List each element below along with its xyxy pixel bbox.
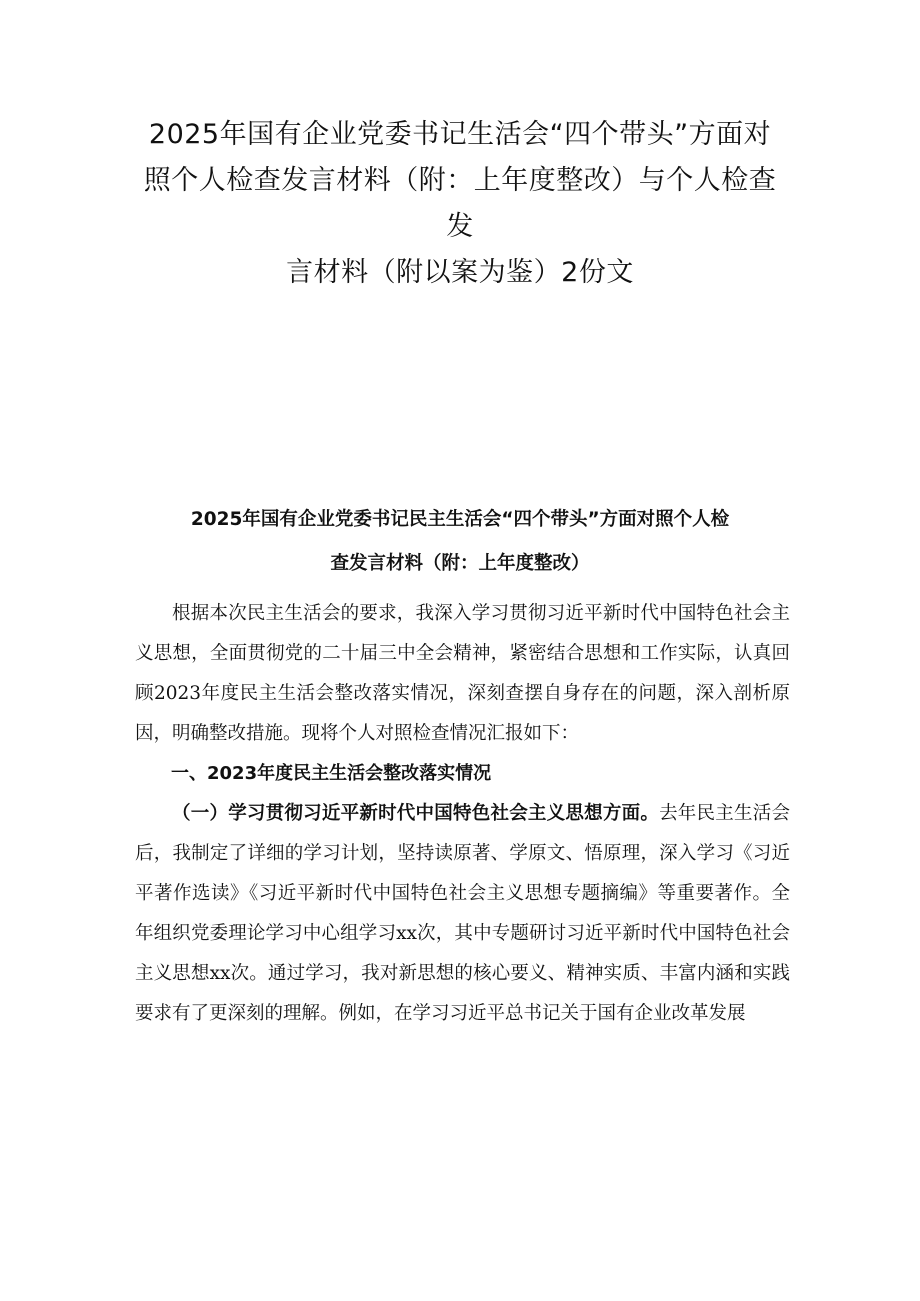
article-body — [135, 594, 790, 1034]
subsection-text: 去年民主生活会后，我制定了详细的学习计划，坚持读原著、学原文、悟原理，深入学习《习近平著作选读》《习近平新时代中国特色社会主义思想专题摘编》等重要著作。全年组织党委理论学习中心组学习xx次，其中专题研讨习近平新时代中国特色社会主义思想xx次。通过学习，我对新思想的核心要义、精神实质、丰富内涵和实践要求有了更深刻的理解。例如，在学习习近平总书记关于国有企业改革发展 — [135, 803, 790, 1024]
section-heading: 一、2023年度民主生活会整改落实情况 — [171, 763, 492, 784]
title-line: 发 — [446, 211, 474, 242]
subsection-paragraph — [135, 794, 790, 1034]
intro-paragraph: 根据本次民主生活会的要求，我深入学习贯彻习近平新时代中国特色社会主义思想，全面贯彻党的二十届三中全会精神，紧密结合思想和工作实际，认真回顾2023年度民主生活会整改落实情况，深刻查摆自身存在的问题，深入剖析原因，明确整改措施。现将个人对照检查情况汇报如下： — [135, 603, 790, 744]
article-heading — [130, 498, 790, 586]
heading-line: 查发言材料（附：上年度整改） — [330, 553, 590, 574]
document-title — [120, 112, 800, 296]
title-line: 2025年国有企业党委书记生活会“四个带头”方面对 — [148, 119, 772, 150]
heading-line: 2025年国有企业党委书记民主生活会“四个带头”方面对照个人检 — [190, 509, 730, 530]
subsection-lead: （一）学习贯彻习近平新时代中国特色社会主义思想方面。 — [172, 803, 660, 824]
title-line: 言材料（附以案为鉴）2份文 — [286, 257, 634, 288]
title-line: 照个人检查发言材料（附：上年度整改）与个人检查 — [143, 165, 777, 196]
